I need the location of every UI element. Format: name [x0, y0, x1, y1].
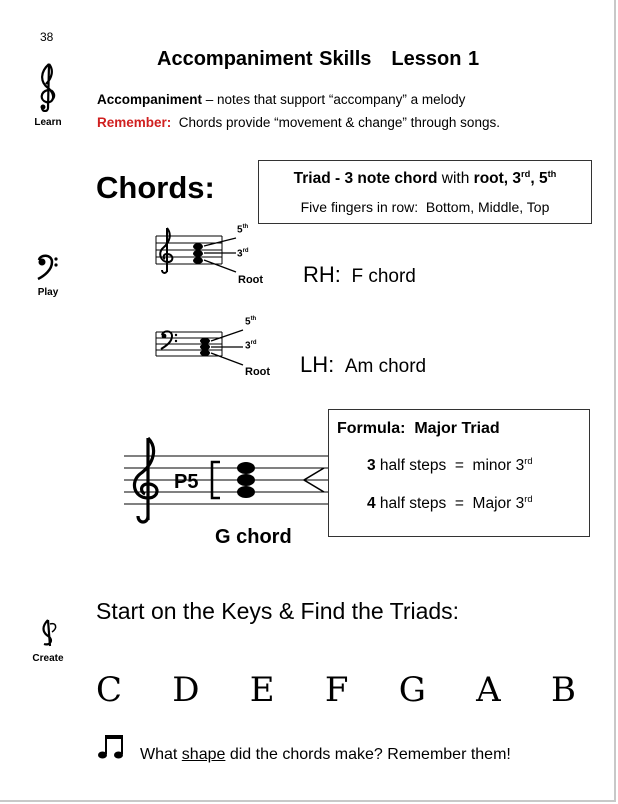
- start-heading: Start on the Keys & Find the Triads:: [96, 598, 460, 624]
- letter-e: E: [249, 670, 275, 710]
- sidebar-play: [28, 252, 68, 298]
- sidebar-play-label: Play: [37, 287, 59, 298]
- rh-chord-name: F chord: [351, 266, 416, 287]
- definition-line: [97, 92, 465, 107]
- sidebar-learn: [28, 60, 68, 128]
- treble-clef-icon: [28, 60, 68, 112]
- rh-label-fifth: 5th: [237, 224, 249, 236]
- remember-text: Chords provide “movement & change” through songs.: [171, 115, 500, 130]
- triad-fifth: , 5: [530, 170, 548, 188]
- triad-root: root, 3: [473, 170, 522, 188]
- triad-line-1: [259, 169, 591, 188]
- rh-label-third: 3rd: [237, 248, 249, 260]
- lh-hand: LH:: [300, 352, 335, 377]
- formula-title: Formula: Major Triad: [337, 420, 500, 437]
- remember-label: Remember:: [97, 115, 172, 130]
- sidebar-create-label: Create: [32, 653, 64, 664]
- bass-clef-icon: [28, 252, 68, 282]
- definition-text: – notes that support “accompany” a melody: [202, 92, 466, 107]
- formula-row-minor: 3 half steps = minor 3rd: [367, 456, 533, 475]
- definition-term: Accompaniment: [97, 92, 203, 107]
- eighth-notes-icon: [98, 734, 126, 760]
- note-letters: [96, 670, 576, 710]
- lh-chord-name: Am chord: [344, 356, 427, 377]
- interval-label: P5: [174, 471, 199, 493]
- chords-heading: Chords:: [96, 170, 215, 205]
- letter-g: G: [398, 670, 426, 710]
- question-line: What shape did the chords make? Remember them!: [140, 746, 511, 763]
- title-main: Accompaniment Skills: [157, 48, 372, 70]
- rh-label-root: Root: [238, 274, 264, 286]
- remember-line: [97, 115, 500, 130]
- formula-row-major: 4 half steps = Major 3rd: [367, 494, 533, 513]
- page-title: [157, 48, 479, 71]
- lh-label-root: Root: [245, 366, 271, 378]
- sidebar-create: [28, 618, 68, 664]
- sidebar-learn-label: Learn: [34, 117, 62, 128]
- formula-box: [328, 409, 590, 537]
- triad-sup-rd: rd: [521, 169, 531, 179]
- lh-chord: [300, 352, 426, 378]
- triad-line-2: Five fingers in row: Bottom, Middle, Top: [300, 199, 550, 215]
- bass-clef-icon: [161, 331, 177, 349]
- letter-d: D: [172, 670, 200, 710]
- triad-definition-box: [258, 160, 592, 224]
- letter-c: C: [96, 670, 123, 710]
- rh-chord: [303, 262, 416, 288]
- quill-clef-icon: [28, 618, 68, 648]
- triad-term: Triad - 3 note chord: [293, 170, 438, 188]
- letter-f: F: [324, 670, 349, 710]
- g-chord-staff: [118, 432, 340, 528]
- triad-sup-th: th: [547, 169, 557, 179]
- triad-with: with: [437, 170, 474, 188]
- lh-label-third: 3rd: [245, 340, 257, 352]
- page-number: 38: [40, 30, 54, 44]
- rh-hand: RH:: [303, 262, 341, 287]
- letter-b: B: [550, 670, 576, 710]
- letter-a: A: [476, 670, 501, 710]
- question-shape: shape: [181, 746, 226, 763]
- g-chord-label: G chord: [215, 526, 292, 548]
- lh-label-fifth: 5th: [245, 316, 257, 328]
- title-lesson: Lesson 1: [391, 48, 480, 70]
